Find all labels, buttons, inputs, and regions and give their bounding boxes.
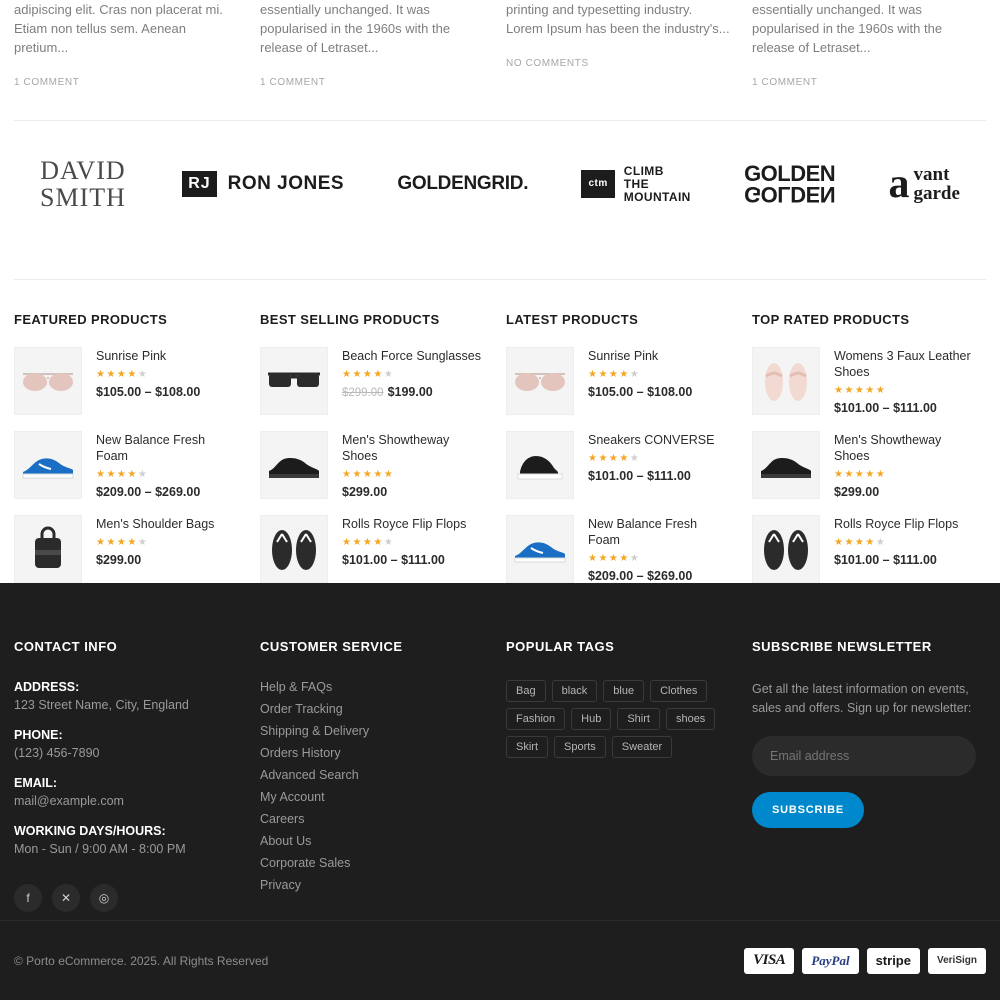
product-list-item[interactable] xyxy=(14,515,238,583)
link-my-account[interactable]: My Account xyxy=(260,790,325,804)
tag-blue[interactable]: blue xyxy=(603,680,644,702)
product-thumbnail[interactable] xyxy=(14,347,82,415)
product-price: $101.00 – $111.00 xyxy=(834,553,937,567)
tag-list xyxy=(506,680,730,758)
link-order-tracking[interactable]: Order Tracking xyxy=(260,702,343,716)
product-price: $101.00 – $111.00 xyxy=(588,469,691,483)
product-price: $209.00 – $269.00 xyxy=(588,569,693,583)
stripe-icon: stripe xyxy=(867,948,920,974)
brand-line-2: THE xyxy=(623,176,649,191)
tag-sports[interactable]: Sports xyxy=(554,736,606,758)
blog-comment-count: 1 COMMENT xyxy=(14,77,80,88)
subscribe-button[interactable]: SUBSCRIBE xyxy=(752,792,864,828)
blog-comment-count: 1 COMMENT xyxy=(260,77,326,88)
footer-column-title: CONTACT INFO xyxy=(14,639,118,654)
product-price: $209.00 – $269.00 xyxy=(96,485,201,499)
product-thumbnail[interactable] xyxy=(506,347,574,415)
product-name[interactable]: Rolls Royce Flip Flops xyxy=(834,517,959,531)
brand-line-1: vant xyxy=(913,164,950,185)
product-list-item[interactable] xyxy=(14,431,238,499)
brand-line-2: GRID. xyxy=(476,173,529,195)
tag-fashion[interactable]: Fashion xyxy=(506,708,565,730)
product-list-item[interactable] xyxy=(506,515,730,583)
product-thumbnail[interactable] xyxy=(14,515,82,583)
brand-line-1: CLIMB xyxy=(623,163,664,178)
site-footer xyxy=(0,583,1000,1000)
brand-line-3: MOUNTAIN xyxy=(623,189,691,204)
product-name[interactable]: Men's Showtheway Shoes xyxy=(342,433,450,463)
product-thumbnail[interactable] xyxy=(752,431,820,499)
product-rating: ★★★★★ xyxy=(834,385,887,396)
link-privacy[interactable]: Privacy xyxy=(260,878,301,892)
product-rating: ★★★★★ xyxy=(588,369,641,380)
visa-icon: VISA xyxy=(744,948,794,974)
brand-mark: a xyxy=(888,161,910,207)
product-price: $299.00 xyxy=(342,485,388,499)
footer-column-title: POPULAR TAGS xyxy=(506,639,615,654)
product-rating: ★★★★★ xyxy=(834,537,887,548)
product-old-price: $299.00 xyxy=(342,387,384,399)
column-title: LATEST PRODUCTS xyxy=(506,312,639,327)
footer-newsletter xyxy=(752,639,976,912)
blog-excerpt: essentially unchanged. It was popularised in the 1960s with the release of Letraset... xyxy=(752,2,943,55)
brand-mark: ctm xyxy=(581,170,614,199)
brand-golden-grid[interactable] xyxy=(397,174,528,194)
product-thumbnail[interactable] xyxy=(260,347,328,415)
newsletter-description: Get all the latest information on events, sales and offers. Sign up for newsletter: xyxy=(752,682,972,715)
product-name[interactable]: Sunrise Pink xyxy=(588,349,659,363)
blog-post xyxy=(752,0,976,88)
paypal-icon: PayPal xyxy=(802,948,858,974)
product-column-top-rated xyxy=(752,312,976,599)
brand-line-1: GOLDEN xyxy=(397,173,477,195)
product-rating: ★★★★★ xyxy=(96,469,149,480)
product-name[interactable]: Womens 3 Faux Leather Shoes xyxy=(834,349,971,379)
product-rating: ★★★★★ xyxy=(342,369,395,380)
copyright-text: © Porto eCommerce. 2025. All Rights Reserved xyxy=(14,953,269,968)
brand-line-2: GOLDEN xyxy=(744,182,836,207)
link-about-us[interactable]: About Us xyxy=(260,834,312,848)
tag-shoes[interactable]: shoes xyxy=(666,708,715,730)
product-list-item[interactable] xyxy=(260,431,484,499)
verisign-icon: VeriSign xyxy=(928,948,986,974)
link-advanced-search[interactable]: Advanced Search xyxy=(260,768,359,782)
product-current-price: $199.00 xyxy=(387,385,433,399)
product-list-item[interactable] xyxy=(260,347,484,415)
product-price: $299.00 xyxy=(96,553,142,567)
email-value[interactable]: mail@example.com xyxy=(14,794,124,808)
brand-line-2: SMITH xyxy=(40,183,126,212)
product-column-latest xyxy=(506,312,730,599)
blog-excerpt: adipiscing elit. Cras non placerat mi. Etiam non tellus sem. Aenean pretium... xyxy=(14,2,223,55)
brand-golden-golden[interactable] xyxy=(744,161,836,207)
link-help-faqs[interactable]: Help & FAQs xyxy=(260,680,333,694)
footer-customer-service xyxy=(260,639,484,912)
product-thumbnail[interactable] xyxy=(14,431,82,499)
address-value: 123 Street Name, City, England xyxy=(14,698,189,712)
tag-clothes[interactable]: Clothes xyxy=(650,680,707,702)
tag-black[interactable]: black xyxy=(552,680,598,702)
product-name[interactable]: New Balance Fresh Foam xyxy=(96,433,206,463)
product-thumbnail[interactable] xyxy=(506,431,574,499)
link-shipping-delivery[interactable]: Shipping & Delivery xyxy=(260,724,370,738)
phone-value: (123) 456-7890 xyxy=(14,746,100,760)
product-thumbnail[interactable] xyxy=(752,347,820,415)
product-rating: ★★★★★ xyxy=(834,469,887,480)
product-price: $105.00 – $108.00 xyxy=(96,385,201,399)
footer-popular-tags xyxy=(506,639,730,912)
address-label: ADDRESS: xyxy=(14,680,80,694)
product-name[interactable]: Men's Shoulder Bags xyxy=(96,517,215,531)
brand-avant-garde[interactable] xyxy=(888,161,960,207)
product-rating: ★★★★★ xyxy=(342,469,395,480)
product-list-item[interactable] xyxy=(506,347,730,415)
facebook-icon[interactable]: f xyxy=(14,884,42,912)
blog-excerpt: printing and typesetting industry. Lorem Ipsum has been the industry's... xyxy=(506,2,730,36)
product-list-item[interactable] xyxy=(752,515,976,583)
blog-post xyxy=(14,0,238,88)
product-rating: ★★★★★ xyxy=(96,369,149,380)
brand-logo-strip xyxy=(0,121,1000,247)
product-name[interactable]: Men's Showtheway Shoes xyxy=(834,433,942,463)
link-orders-history[interactable]: Orders History xyxy=(260,746,341,760)
product-list-item[interactable] xyxy=(14,347,238,415)
tag-bag[interactable]: Bag xyxy=(506,680,546,702)
product-list-item[interactable] xyxy=(506,431,730,499)
instagram-icon[interactable]: ◎ xyxy=(90,884,118,912)
column-title: FEATURED PRODUCTS xyxy=(14,312,168,327)
blog-excerpt: essentially unchanged. It was popularised in the 1960s with the release of Letraset... xyxy=(260,2,451,55)
brand-ron-jones[interactable] xyxy=(179,171,344,198)
tag-sweater[interactable]: Sweater xyxy=(612,736,672,758)
product-price: $105.00 – $108.00 xyxy=(588,385,693,399)
tag-shirt[interactable]: Shirt xyxy=(617,708,660,730)
product-column-best-selling xyxy=(260,312,484,599)
tag-hub[interactable]: Hub xyxy=(571,708,611,730)
footer-column-title: CUSTOMER SERVICE xyxy=(260,639,403,654)
product-rating: ★★★★★ xyxy=(588,553,641,564)
blog-excerpt-strip xyxy=(0,0,1000,88)
email-label: EMAIL: xyxy=(14,776,58,790)
footer-bottom-bar xyxy=(0,920,1000,1000)
payment-methods xyxy=(744,948,986,974)
blog-post xyxy=(260,0,484,88)
product-name[interactable]: Rolls Royce Flip Flops xyxy=(342,517,467,531)
product-columns xyxy=(0,312,1000,599)
product-name[interactable]: New Balance Fresh Foam xyxy=(588,517,698,547)
brand-line-1: DAVID xyxy=(40,155,126,185)
product-name[interactable]: Beach Force Sunglasses xyxy=(342,349,481,363)
product-rating: ★★★★★ xyxy=(588,453,641,464)
product-name[interactable]: Sneakers CONVERSE xyxy=(588,433,715,447)
brand-line-1: GOLDEN xyxy=(744,161,836,186)
brand-line-1: RON JONES xyxy=(227,173,345,195)
link-corporate-sales[interactable]: Corporate Sales xyxy=(260,856,351,870)
product-price xyxy=(342,385,484,399)
product-list-item[interactable] xyxy=(752,431,976,499)
customer-service-links xyxy=(260,680,484,892)
product-thumbnail[interactable] xyxy=(752,515,820,583)
social-links xyxy=(14,884,238,912)
link-careers[interactable]: Careers xyxy=(260,812,305,826)
product-thumbnail[interactable] xyxy=(260,431,328,499)
brand-line-2: garde xyxy=(913,183,960,204)
column-title: TOP RATED PRODUCTS xyxy=(752,312,910,327)
phone-label: PHONE: xyxy=(14,728,63,742)
tag-skirt[interactable]: Skirt xyxy=(506,736,548,758)
section-divider xyxy=(14,279,986,280)
product-column-featured xyxy=(14,312,238,599)
product-price: $101.00 – $111.00 xyxy=(834,401,937,415)
product-price: $101.00 – $111.00 xyxy=(342,553,445,567)
blog-post xyxy=(506,0,730,88)
footer-contact-info xyxy=(14,639,238,912)
blog-comment-count: 1 COMMENT xyxy=(752,77,818,88)
product-rating: ★★★★★ xyxy=(342,537,395,548)
blog-comment-count: NO COMMENTS xyxy=(506,58,589,69)
brand-david-smith[interactable] xyxy=(40,157,126,212)
product-thumbnail[interactable] xyxy=(506,515,574,583)
brand-mark: RJ xyxy=(179,171,219,198)
product-list-item[interactable] xyxy=(260,515,484,583)
brand-climb-the-mountain[interactable] xyxy=(581,165,690,204)
newsletter-email-input[interactable] xyxy=(752,736,976,776)
column-title: BEST SELLING PRODUCTS xyxy=(260,312,440,327)
hours-value: Mon - Sun / 9:00 AM - 8:00 PM xyxy=(14,842,186,856)
product-list-item[interactable] xyxy=(752,347,976,415)
product-rating: ★★★★★ xyxy=(96,537,149,548)
product-name[interactable]: Sunrise Pink xyxy=(96,349,167,363)
product-price: $299.00 xyxy=(834,485,880,499)
footer-column-title: SUBSCRIBE NEWSLETTER xyxy=(752,639,932,654)
twitter-x-icon[interactable]: ✕ xyxy=(52,884,80,912)
product-thumbnail[interactable] xyxy=(260,515,328,583)
hours-label: WORKING DAYS/HOURS: xyxy=(14,824,166,838)
